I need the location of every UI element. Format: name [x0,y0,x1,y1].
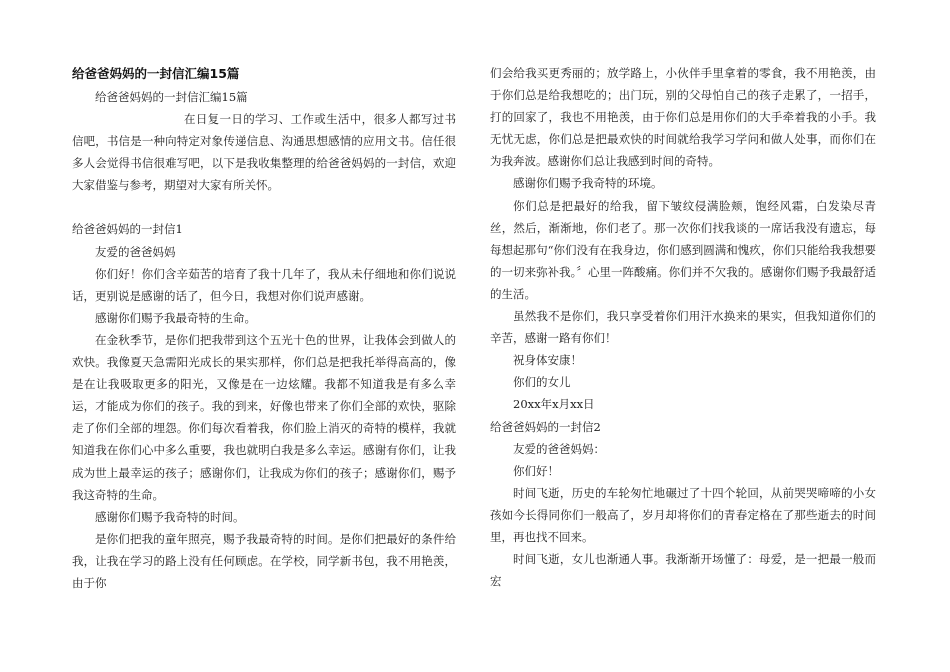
letter2-paragraph-3: 时间飞逝，女儿也渐通人事。我渐渐开场懂了：母爱，是一把最一般而宏 [490,552,876,589]
letter1-paragraph-6: 感谢你们赐予我奇特的环境。 [513,176,663,191]
letter1-paragraph-7: 你们总是把最好的给我，留下皱纹侵满脸颊，饱经风霜，白发染尽青丝，然后，渐渐地，你们老了。那一次你们找我谈的一席话我没有遗忘，每每想起那句“你们没有在我身边，你们感到圆满和愧疚，你们只能给我我想要的一切来弥补我。〞心里一阵酸痛。你们并不欠我的。感谢你们赐予我最舒适的生活。 [490,198,876,301]
right-column [490,62,876,592]
letter1-paragraph-8: 虽然我不是你们，我只享受着你们用汗水换来的果实，但我知道你们的辛苦，感谢一路有你们！ [490,309,876,346]
letter1-paragraph-4: 感谢你们赐予我奇特的时间。 [95,509,245,524]
document-title: 给爸爸妈妈的一封信汇编15篇 [72,66,240,81]
letter2-heading: 给爸爸妈妈的一封信2 [490,419,601,434]
letter2-paragraph-1: 你们好！ [513,463,559,478]
letter1-closing: 祝身体安康！ [513,353,582,368]
letter1-paragraph-5: 是你们把我的童年照亮，赐予我最奇特的时间。是你们把最好的条件给我，让我在学习的路上没有任何顾虑。在学校，同学新书包，我不用艳羡，由于你 [72,531,456,590]
letter2-paragraph-2: 时间飞逝，历史的车轮匆忙地碾过了十四个轮回，从前哭哭啼啼的小女孩如今长得同你们一般高了，岁月却将你们的青春定格在了那些逝去的时间里，再也找不回来。 [490,485,876,544]
spacer [72,196,456,218]
letter1-heading: 给爸爸妈妈的一封信1 [72,222,183,237]
letter1-paragraph-1: 你们好！你们含辛茹苦的培育了我十几年了，我从未仔细地和你们说说话，更别说是感谢的话了，但今日，我想对你们说声感谢。 [72,266,456,303]
document-subtitle: 给爸爸妈妈的一封信汇编15篇 [95,90,248,104]
left-column [72,62,456,594]
letter1-paragraph-2: 感谢你们赐予我最奇特的生命。 [95,310,256,325]
intro-paragraph: 在日复一日的学习、工作或生活中，很多人都写过书信吧，书信是一种向特定对象传递信息、沟通思想感情的应用文书。信任很多人会觉得书信很难写吧，以下是我收集整理的给爸爸妈妈的一封信，欢迎大家借鉴与参考，期望对大家有所关怀。 [72,112,456,193]
letter1-greeting: 友爱的爸爸妈妈 [95,244,176,259]
letter1-paragraph-3: 在金秋季节，是你们把我带到这个五光十色的世界，让我体会到做人的欢快。我像夏天急需阳光成长的果实那样，你们总是把我托举得高高的，像是在让我吸取更多的阳光，又像是在一边炫耀。我都不知道我是有多么幸运，才能成为你们的孩子。我的到来，好像也带来了你们全部的欢快，驱除走了你们全部的埋怨。你们每次看着我，你们脸上消灭的奇特的模样，我就知道我在你们心中多么重要，我也就明白我是多么幸运。感谢有你们，让我成为世上最幸运的孩子；感谢你们，让我成为你们的孩子；感谢你们，赐予我这奇特的生命。 [72,332,456,502]
letter1-signature: 你们的女儿 [513,375,571,390]
letter2-greeting: 友爱的爸爸妈妈： [513,441,605,456]
letter1-paragraph-5-continued: 们会给我买更秀丽的；放学路上，小伙伴手里拿着的零食，我不用艳羡，由于你们总是给我想吃的；出门玩，别的父母怕自己的孩子走累了，一招手，打的回家了，我也不用艳羡，由于你们总是用你们的大手牵着我的小手。我无忧无虑，你们总是把最欢快的时间就给我学习学问和做人处事，而你们在为我奔波。感谢你们总让我感到时间的奇特。 [490,66,876,169]
letter1-date: 20xx年x月xx日 [513,397,595,412]
